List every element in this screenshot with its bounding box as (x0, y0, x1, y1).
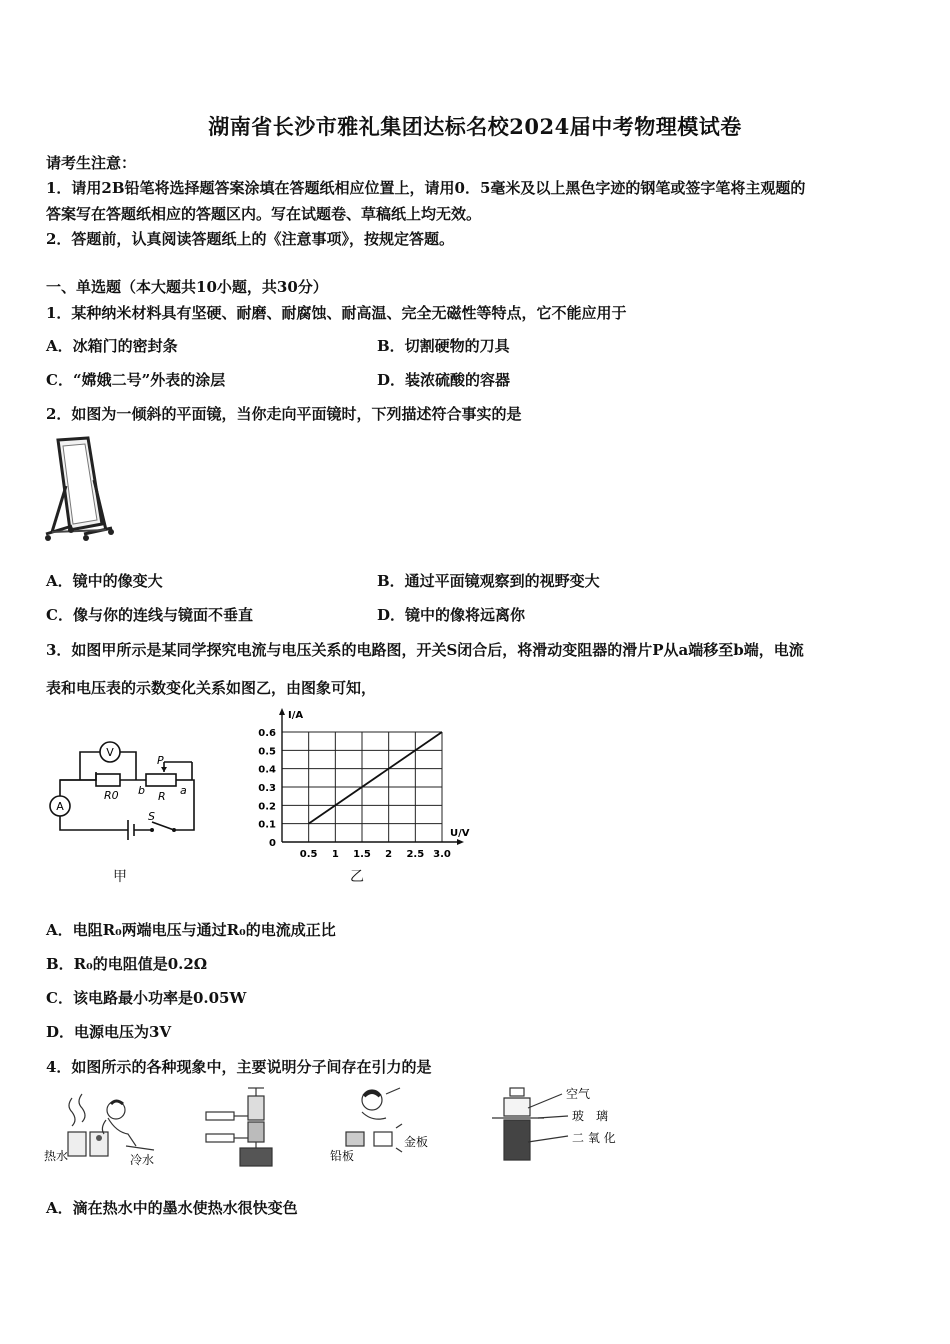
figure-jia-caption: 甲 (113, 869, 127, 885)
q2-option-b: B．通过平面镜观察到的视野变大 (377, 572, 600, 590)
q2-option-d: D．镜中的像将远离你 (377, 606, 526, 624)
x-tick-label-3: 2 (385, 849, 393, 860)
x-axis-title: U/V (450, 828, 470, 839)
x-tick-label-2: 1.5 (353, 849, 371, 860)
page-title: 湖南省长沙市雅礼集团达标名校2024届中考物理模试卷 (208, 114, 742, 139)
notice-item-1-line-1: 1．请用2B铅笔将选择题答案涂填在答题纸相应位置上，请用0．5毫米及以上黑色字迹的钢笔或签字笔将主观题的 (46, 179, 806, 197)
q2-stem: 2．如图为一倾斜的平面镜，当你走向平面镜时，下列描述符合事实的是 (46, 405, 522, 423)
x-tick-label-5: 3.0 (433, 849, 451, 860)
voltmeter-label: V (106, 746, 114, 759)
air-label: 空气 (566, 1087, 591, 1101)
q1-stem: 1．某种纳米材料具有坚硬、耐磨、耐腐蚀、耐高温、完全无磁性等特点，它不能应用于 (46, 304, 627, 322)
figure-yi-caption: 乙 (350, 869, 364, 885)
lead-plate-label: 铅板 (330, 1149, 355, 1163)
y-axis-arrow (279, 708, 285, 715)
q3-stem-line-2: 表和电压表的示数变化关系如图乙，由图象可知， (46, 679, 377, 697)
notice-item-2: 2．答题前，认真阅读答题纸上的《注意事项》，按规定答题。 (46, 230, 454, 248)
b-end-label: b (138, 784, 145, 797)
hot-water-label: 热水 (44, 1149, 69, 1163)
notice-item-1-line-2: 答案写在答题纸相应的答题区内。写在试题卷、草稿纸上均无效。 (46, 205, 482, 223)
q3-option-b: B．R₀的电阻值是0.2Ω (46, 955, 208, 973)
x-axis-arrow (457, 839, 464, 845)
gas-diffusion-figure (488, 1084, 638, 1174)
switch-label: S (148, 810, 155, 823)
current-voltage-chart (248, 708, 470, 864)
lead-cylinders-figure (200, 1086, 290, 1172)
y-tick-label-4: 0.4 (258, 764, 276, 776)
q1-option-c: C．“嫦娥二号”外表的涂层 (46, 371, 226, 389)
x-tick-label-4: 2.5 (406, 849, 425, 860)
cold-water-label: 冷水 (130, 1153, 155, 1167)
q2-option-c: C．像与你的连线与镜面不垂直 (46, 606, 253, 624)
section-heading: 一、单选题（本大题共10小题，共30分） (46, 278, 328, 296)
y-tick-label-2: 0.2 (258, 801, 276, 813)
tilted-mirror-figure (44, 434, 116, 546)
q3-option-a: A．电阻R₀两端电压与通过R₀的电流成正比 (46, 921, 336, 939)
a-end-label: a (180, 784, 187, 797)
x-tick-label-0: 0.5 (299, 849, 318, 860)
q1-option-a: A．冰箱门的密封条 (46, 337, 178, 355)
y-tick-label-5: 0.5 (258, 746, 276, 758)
q3-option-d: D．电源电压为3V (46, 1023, 172, 1041)
glass-label: 玻 璃 (572, 1109, 609, 1123)
y-tick-label-0: 0 (269, 838, 276, 849)
q4-stem: 4．如图所示的各种现象中，主要说明分子间存在引力的是 (46, 1058, 432, 1076)
hot-cold-water-figure (42, 1088, 166, 1168)
series-line-0 (309, 732, 442, 824)
gold-plate-label: 金板 (404, 1135, 429, 1149)
y-tick-label-6: 0.6 (258, 728, 276, 739)
r-label: R (158, 790, 166, 803)
lead-gold-plates-figure (326, 1084, 438, 1168)
q3-option-c: C．该电路最小功率是0.05W (46, 989, 247, 1007)
circuit-diagram (40, 736, 210, 846)
q4-option-a: A．滴在热水中的墨水使热水很快变色 (46, 1199, 298, 1217)
y-axis-title: I/A (288, 710, 304, 721)
q2-option-a: A．镜中的像变大 (46, 572, 163, 590)
nitrogen-dioxide-label: 二 氧 化 (572, 1131, 616, 1145)
p-label: P (157, 754, 164, 767)
x-tick-label-1: 1 (331, 849, 339, 860)
q1-option-d: D．装浓硫酸的容器 (377, 371, 511, 389)
r0-label: R0 (104, 789, 119, 802)
q3-stem-line-1: 3．如图甲所示是某同学探究电流与电压关系的电路图，开关S闭合后，将滑动变阻器的滑片P从a端移至b端，电流 (46, 641, 804, 659)
y-tick-label-3: 0.3 (258, 783, 276, 794)
q1-option-b: B．切割硬物的刀具 (377, 337, 510, 355)
notice-heading: 请考生注意： (46, 154, 137, 172)
ammeter-label: A (56, 800, 64, 813)
y-tick-label-1: 0.1 (258, 819, 276, 831)
